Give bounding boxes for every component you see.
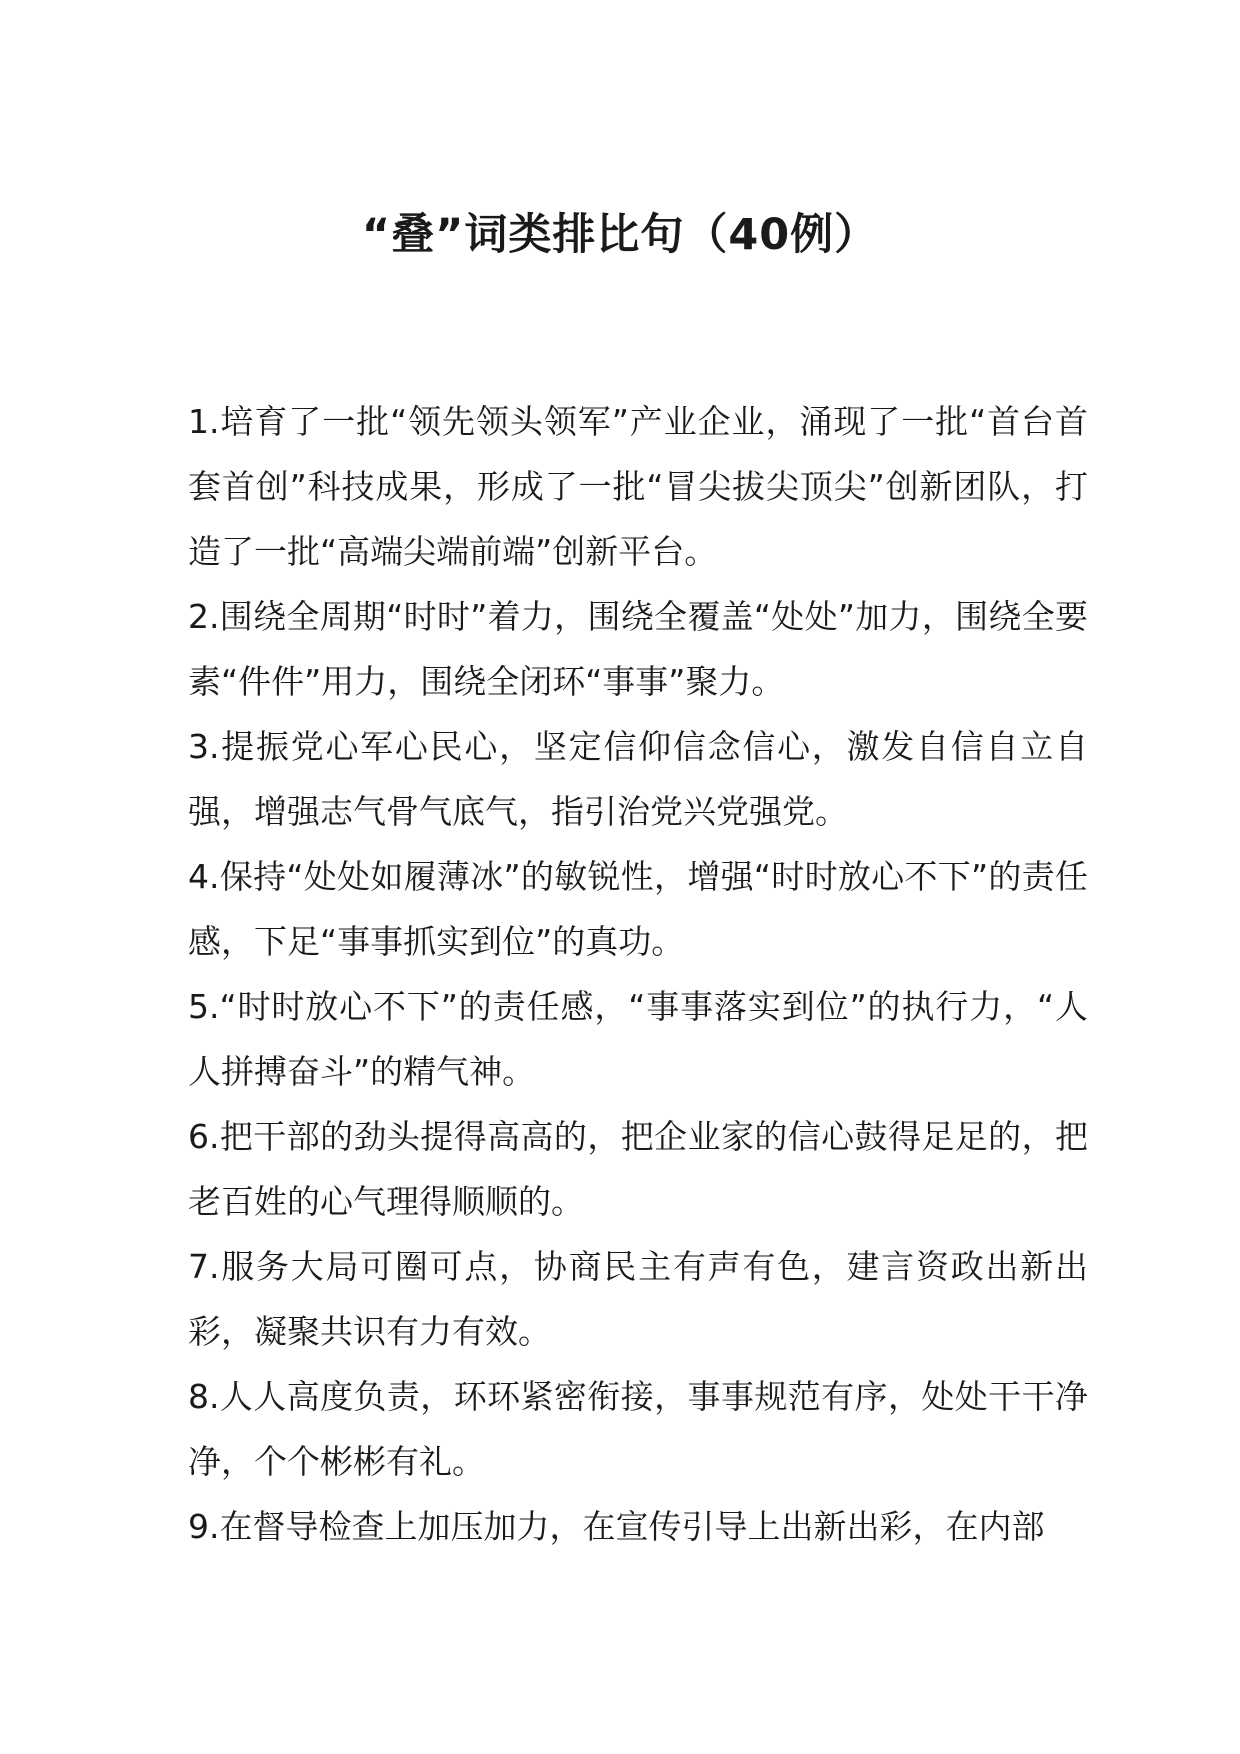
list-item: 1.培育了一批“领先领头领军”产业企业，涌现了一批“首台首套首创”科技成果，形成了一批“冒尖拔尖顶尖”创新团队，打造了一批“高端尖端前端”创新平台。 (188, 402, 1088, 571)
list-item: 5.“时时放心不下”的责任感，“事事落实到位”的执行力，“人人拼搏奋斗”的精气神。 (188, 987, 1088, 1091)
list-item: 4.保持“处处如履薄冰”的敏锐性，增强“时时放心不下”的责任感，下足“事事抓实到位”的真功。 (188, 857, 1088, 961)
document-title: “叠”词类排比句（40例） (361, 210, 879, 260)
list-item: 9.在督导检查上加压加力，在宣传引导上出新出彩，在内部 (188, 1507, 1045, 1546)
list-item: 2.围绕全周期“时时”着力，围绕全覆盖“处处”加力，围绕全要素“件件”用力，围绕全闭环“事事”聚力。 (188, 597, 1088, 701)
list-item: 6.把干部的劲头提得高高的，把企业家的信心鼓得足足的，把老百姓的心气理得顺顺的。 (188, 1117, 1088, 1221)
list-item: 8.人人高度负责，环环紧密衔接，事事规范有序，处处干干净净，个个彬彬有礼。 (188, 1377, 1088, 1481)
list-item: 3.提振党心军心民心，坚定信仰信念信心，激发自信自立自强，增强志气骨气底气，指引治党兴党强党。 (188, 727, 1088, 831)
list-item: 7.服务大局可圈可点，协商民主有声有色，建言资政出新出彩，凝聚共识有力有效。 (188, 1247, 1088, 1351)
document-body (188, 389, 1088, 1559)
